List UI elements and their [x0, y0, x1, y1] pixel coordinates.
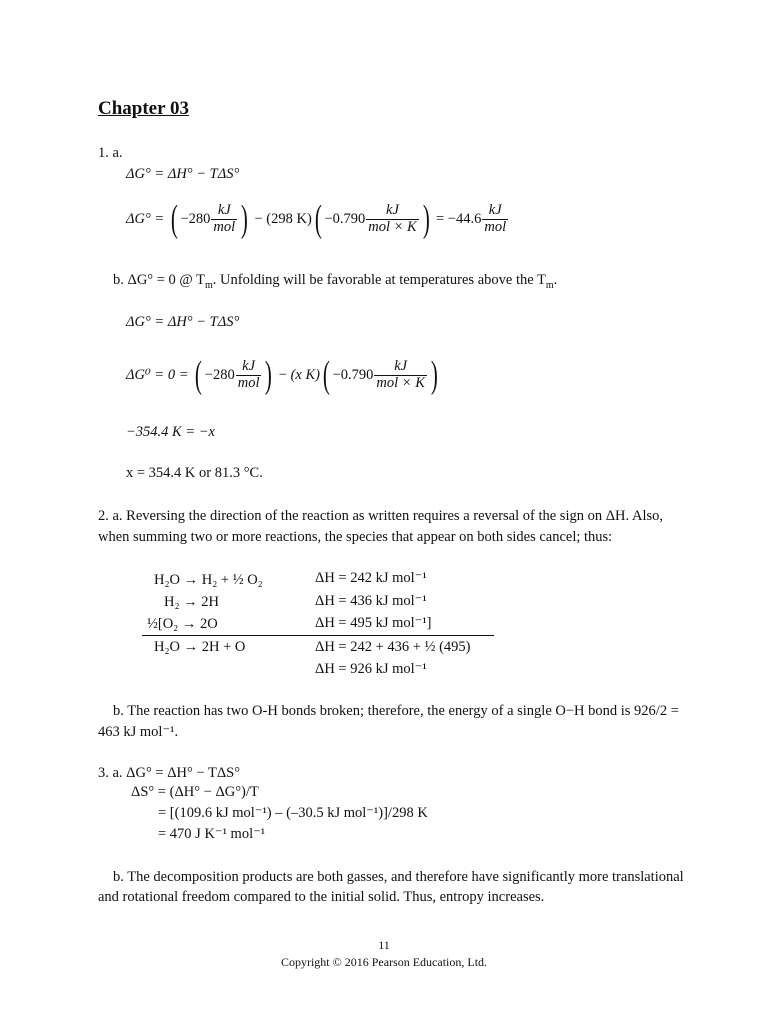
q1b-eq2-t1: −280	[204, 366, 235, 383]
q1b-eq2-lhs: ΔG⁰ = 0 =	[126, 366, 189, 383]
q1b-eq3: −354.4 K = −x	[126, 424, 215, 440]
q3b-line1: b. The decomposition products are both gasses, and therefore have significantly more translational	[113, 869, 684, 885]
q3b-line2: and rotational freedom compared to the initial solid. Thus, entropy increases.	[98, 889, 545, 905]
page-number: 11	[378, 938, 390, 952]
dh-row-5: ΔH = 926 kJ mol⁻¹	[315, 661, 427, 677]
frac-num: kJ	[242, 358, 256, 375]
q3-line3: = [(109.6 kJ mol⁻¹) – (–30.5 kJ mol⁻¹)]/298 K	[158, 805, 428, 821]
fraction	[366, 203, 418, 234]
frac-den: mol	[484, 218, 507, 235]
q1b-eq2-t2: (x K)	[290, 366, 320, 383]
fraction	[211, 203, 237, 234]
q1b-part1: b. ΔG° = 0 @ T	[113, 272, 205, 288]
paren: )	[241, 198, 248, 240]
sum-rule	[142, 635, 494, 636]
q1b-eq4: x = 354.4 K or 81.3 °C.	[126, 465, 263, 481]
q1-eq2-rhs: = −44.6	[436, 210, 482, 227]
dh-row-1: ΔH = 242 kJ mol⁻¹	[315, 570, 427, 586]
q1b-text	[113, 272, 557, 291]
paren: )	[422, 198, 430, 240]
rxn-row-4: H₂O → 2H + O	[154, 639, 246, 655]
frac-den: mol	[213, 218, 236, 235]
q1b-eq1: ΔG° = ΔH° − TΔS°	[126, 314, 240, 330]
dh-row-4: ΔH = 242 + 436 + ½ (495)	[315, 639, 471, 655]
q1b-part2: . Unfolding will be favorable at temperatures above the T	[212, 272, 546, 288]
q1-eq2-t3: −0.790	[324, 210, 366, 227]
frac-num: kJ	[394, 358, 408, 375]
paren: (	[322, 354, 330, 396]
q3-line2: ΔS° = (ΔH° − ΔG°)/T	[131, 784, 259, 800]
fraction	[374, 359, 426, 390]
q1b-eq2-t3: −0.790	[332, 366, 374, 383]
q3-line1: 3. a. ΔG° = ΔH° − TΔS°	[98, 765, 241, 781]
q3-line4: = 470 J K⁻¹ mol⁻¹	[158, 826, 266, 842]
frac-num: kJ	[217, 202, 231, 219]
q2b-line1: b. The reaction has two O-H bonds broken; therefore, the energy of a single O−H bond is 926/2 =	[113, 703, 679, 719]
q1-eq1: ΔG° = ΔH° − TΔS°	[126, 166, 240, 182]
fraction	[482, 203, 508, 234]
frac-den: mol × K	[376, 374, 425, 391]
q2b-line2: 463 kJ mol⁻¹.	[98, 724, 179, 740]
paren: )	[430, 354, 438, 396]
q1-eq2-lhs: ΔG° =	[126, 210, 165, 227]
frac-num: kJ	[386, 202, 399, 219]
q2a-line1: 2. a. Reversing the direction of the reaction as written requires a reversal of the sign on ΔH. Also,	[98, 508, 663, 524]
q2a-line2: when summing two or more reactions, the species that appear on both sides cancel; thus:	[98, 529, 613, 545]
dh-row-3: ΔH = 495 kJ mol⁻¹]	[315, 615, 432, 631]
frac-den: mol × K	[368, 218, 417, 235]
q1-label: 1. a.	[98, 145, 123, 161]
rxn-row-3: ½[O₂ → 2O	[147, 616, 218, 632]
q1b-part3: .	[553, 272, 558, 288]
fraction	[236, 359, 262, 390]
q1-eq2-t2: (298 K)	[266, 210, 312, 227]
q1b-sub2: m	[545, 279, 554, 291]
paren: )	[265, 354, 273, 396]
q1b-sub1: m	[204, 279, 213, 291]
paren: (	[170, 198, 178, 240]
frac-den: mol	[237, 374, 260, 391]
paren: (	[314, 198, 322, 240]
dh-row-2: ΔH = 436 kJ mol⁻¹	[315, 593, 427, 609]
q1b-eq2: ΔG⁰ = 0 = ( −280 $\frac{kJ}{\text{mol}}$ ) − (x K) ( −0.790 $\frac{kJ}{\text{mol × K}}$ )	[126, 354, 438, 396]
q1-eq2-t1: −280	[180, 210, 211, 227]
rxn-row-1: H₂O → H₂ + ½ O₂	[154, 572, 263, 588]
chapter-title: Chapter 03	[98, 98, 189, 119]
copyright: Copyright © 2016 Pearson Education, Ltd.	[280, 955, 488, 969]
q1-eq2: ΔG° = ( −280 $\frac{kJ}{\text{mol}}$ ) − (298 K) ( −0.790 $\frac{kJ}{\text{mol × K}}$ ) = −44.6 $\frac{kJ}{\text{mol}}$	[126, 198, 507, 240]
frac-num: kJ	[488, 202, 502, 219]
rxn-row-2: H₂ → 2H	[164, 594, 219, 610]
paren: (	[194, 354, 202, 396]
